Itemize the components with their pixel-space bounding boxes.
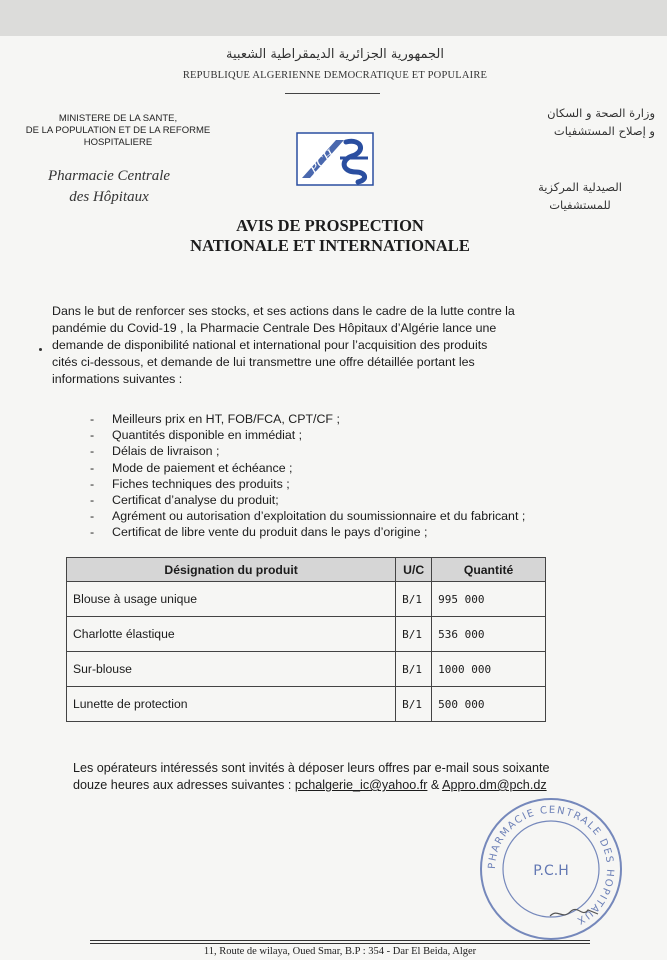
notice-title-line: NATIONALE ET INTERNATIONALE — [190, 236, 470, 255]
product-name: Blouse à usage unique — [67, 582, 396, 617]
paragraph-line: informations suivantes : — [52, 372, 183, 386]
email-link-appro[interactable]: Appro.dm@pch.dz — [442, 778, 547, 792]
closing-line: Les opérateurs intéressés sont invités à déposer leurs offres par e-mail sous soixante — [73, 761, 550, 775]
column-header-quantity: Quantité — [432, 558, 546, 582]
closing-paragraph — [73, 760, 593, 794]
official-stamp — [477, 795, 625, 943]
paragraph-line: pandémie du Covid-19 , la Pharmacie Centrale Des Hôpitaux d’Algérie lance une — [52, 321, 497, 335]
list-item: - Agrément ou autorisation d’exploitation du soumissionnaire et du fabricant ; — [90, 509, 526, 524]
pharmacy-line: Pharmacie Centrale — [47, 168, 171, 184]
table-row — [67, 582, 546, 617]
table-row — [67, 617, 546, 652]
list-item: - Meilleurs prix en HT, FOB/FCA, CPT/CF ; — [90, 412, 340, 426]
logo-text: PCH — [306, 147, 338, 177]
product-uc: B/1 — [396, 652, 432, 687]
dash-bullet: - — [90, 493, 95, 508]
pharmacy-name-fr — [24, 166, 194, 208]
margin-dot — [39, 348, 42, 351]
product-quantity: 536 000 — [432, 617, 546, 652]
dash-bullet: - — [90, 412, 95, 426]
product-quantity: 995 000 — [432, 582, 546, 617]
footer-address: 11, Route de wilaya, Oued Smar, B.P : 354 - Dar El Beida, Alger — [203, 946, 477, 957]
product-quantity: 500 000 — [432, 687, 546, 722]
dash-bullet: - — [90, 509, 95, 524]
list-item: - Quantités disponible en immédiat ; — [90, 428, 303, 443]
intro-paragraph — [52, 303, 592, 388]
product-table — [66, 557, 546, 722]
pharmacy-line-ar: الصيدلية المركزية — [538, 180, 622, 194]
signature — [548, 906, 600, 920]
product-quantity: 1000 000 — [432, 652, 546, 687]
pharmacy-name-ar — [505, 178, 655, 214]
paragraph-line: Dans le but de renforcer ses stocks, et ses actions dans le cadre de la lutte contre la — [52, 304, 515, 318]
footer-divider — [90, 943, 590, 944]
list-item: - Certificat d’analyse du produit; — [90, 493, 279, 508]
product-uc: B/1 — [396, 617, 432, 652]
column-header-uc: U/C — [396, 558, 432, 582]
list-item: - Certificat de libre vente du produit dans le pays d’origine ; — [90, 525, 428, 540]
pch-logo — [296, 132, 374, 186]
ministry-line: HOSPITALIERE — [83, 137, 153, 148]
stamp-center-text: P.C.H — [533, 863, 569, 879]
header-underline — [285, 93, 380, 94]
paragraph-line: cités ci-dessous, et demande de lui transmettre une offre détaillée portant les — [52, 355, 475, 369]
list-item: - Fiches techniques des produits ; — [90, 476, 290, 491]
email-separator: & — [427, 778, 443, 792]
ministry-line-ar: و إصلاح المستشفيات — [553, 124, 655, 138]
dash-bullet: - — [90, 476, 95, 491]
french-republic-title: REPUBLIQUE ALGERIENNE DEMOCRATIQUE ET POPULAIRE — [182, 70, 488, 81]
list-item: - Délais de livraison ; — [90, 444, 220, 459]
table-row — [67, 652, 546, 687]
paragraph-line: demande de disponibilité national et international pour l’acquisition des produits — [52, 338, 488, 352]
column-header-designation: Désignation du produit — [67, 558, 396, 582]
dash-bullet: - — [90, 525, 95, 540]
ministry-line-ar: وزارة الصحة و السكان — [547, 106, 655, 120]
ministry-block-fr — [18, 113, 218, 149]
pharmacy-line: des Hôpitaux — [69, 189, 149, 205]
closing-prefix: douze heures aux adresses suivantes : — [73, 778, 295, 792]
product-uc: B/1 — [396, 582, 432, 617]
product-name: Charlotte élastique — [67, 617, 396, 652]
scan-top-band — [0, 0, 667, 36]
ministry-line: MINISTERE DE LA SANTE, — [58, 113, 178, 124]
pharmacy-line-ar: للمستشفيات — [549, 198, 611, 212]
product-name: Sur-blouse — [67, 652, 396, 687]
notice-title-line: AVIS DE PROSPECTION — [236, 216, 424, 235]
table-header-row — [67, 558, 546, 582]
table-row — [67, 687, 546, 722]
notice-title — [120, 216, 540, 256]
arabic-republic-title: الجمهورية الجزائرية الديمقراطية الشعبية — [226, 47, 444, 62]
list-item: - Mode de paiement et échéance ; — [90, 460, 293, 475]
requirements-list — [82, 411, 642, 541]
footer-divider — [90, 940, 590, 941]
dash-bullet: - — [90, 460, 95, 475]
dash-bullet: - — [90, 428, 95, 443]
closing-line — [73, 777, 593, 794]
product-name: Lunette de protection — [67, 687, 396, 722]
dash-bullet: - — [90, 444, 95, 459]
product-uc: B/1 — [396, 687, 432, 722]
ministry-line: DE LA POPULATION ET DE LA REFORME — [25, 125, 211, 136]
stamp-outer-text: PHARMACIE CENTRALE DES HOPITAUX — [486, 804, 616, 927]
ministry-block-ar — [505, 104, 655, 140]
email-link-pchalgerie[interactable]: pchalgerie_ic@yahoo.fr — [294, 778, 428, 792]
